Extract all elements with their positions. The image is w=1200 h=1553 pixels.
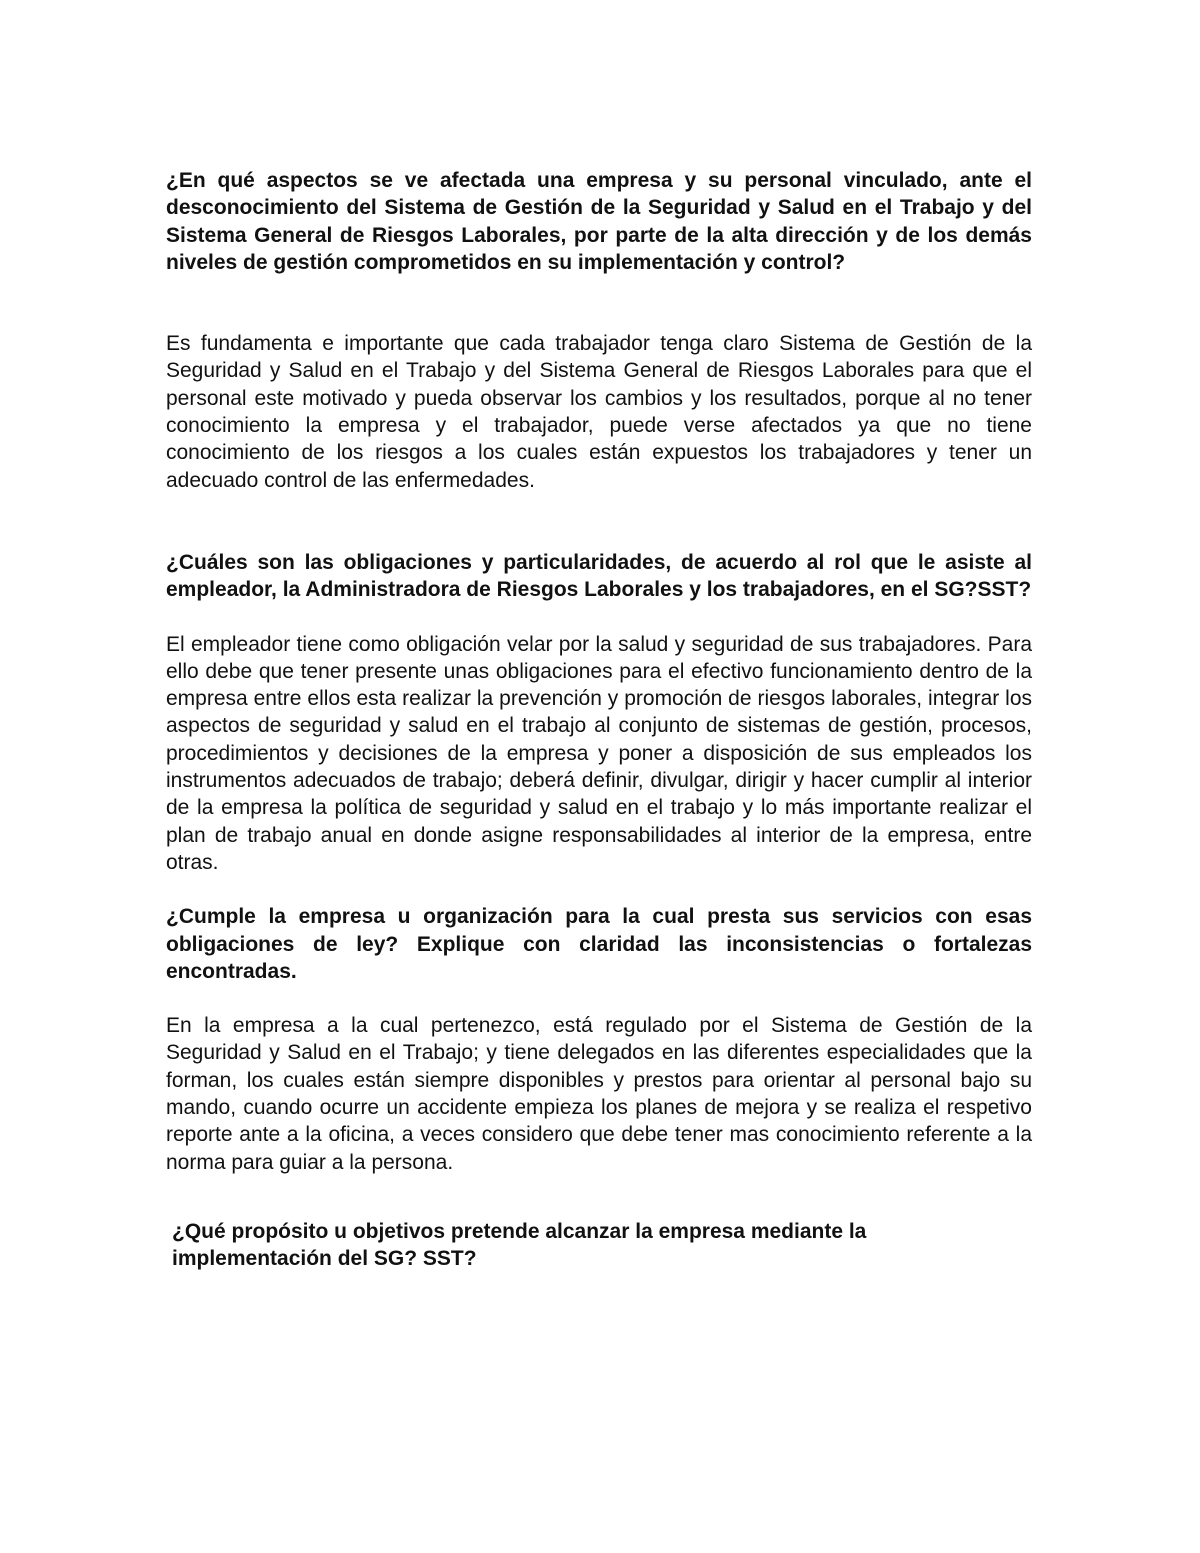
question-3: ¿Cumple la empresa u organización para la cual presta sus servicios con esas obligaciones de ley? Explique con claridad las inconsistencias o fortalezas encontradas.: [166, 905, 1032, 983]
answer-3: En la empresa a la cual pertenezco, está regulado por el Sistema de Gestión de la Seguridad y Salud en el Trabajo; y tiene delegados en las diferentes especialidades que la forman, los cuales están siempre disponibles y prestos para orientar al personal bajo su mando, cuando ocurre un accidente empieza los planes de mejora y se realiza el respetivo reporte ante a la oficina, a veces considero que debe tener mas conocimiento referente a la norma para guiar a la persona.: [166, 1014, 1032, 1174]
answer-1: Es fundamenta e importante que cada trabajador tenga claro Sistema de Gestión de la Seguridad y Salud en el Trabajo y del Sistema General de Riesgos Laborales para que el personal este motivado y pueda observar los cambios y los resultados, porque al no tener conocimiento la empresa y el trabajador, puede verse afectados ya que no tiene conocimiento de los riesgos a los cuales están expuestos los trabajadores y tener un adecuado control de las enfermedades.: [166, 332, 1032, 492]
question-2: ¿Cuáles son las obligaciones y particularidades, de acuerdo al rol que le asiste al empleador, la Administradora de Riesgos Laborales y los trabajadores, en el SG?SST?: [166, 550, 1032, 602]
question-1: ¿En qué aspectos se ve afectada una empresa y su personal vinculado, ante el desconocimiento del Sistema de Gestión de la Seguridad y Salud en el Trabajo y del Sistema General de Riesgos Laborales, por parte de la alta dirección y de los demás niveles de gestión comprometidos en su implementación y control?: [166, 169, 1032, 274]
document-page: [166, 167, 1032, 1273]
answer-2: El empleador tiene como obligación velar por la salud y seguridad de sus trabajadores. Para ello debe que tener presente unas obligaciones para el efectivo funcionamiento dentro de la empresa entre ellos esta realizar la prevención y promoción de riesgos laborales, integrar los aspectos de seguridad y salud en el trabajo al conjunto de sistemas de gestión, procesos, procedimientos y decisiones de la empresa y poner a disposición de sus empleados los instrumentos adecuados de trabajo; deberá definir, divulgar, dirigir y hacer cumplir al interior de la empresa la política de seguridad y salud en el trabajo y lo más importante realizar el plan de trabajo anual en donde asigne responsabilidades al interior de la empresa, entre otras.: [166, 632, 1032, 874]
question-4: ¿Qué propósito u objetivos pretende alcanzar la empresa mediante la implementación del SG? SST?: [172, 1219, 867, 1271]
